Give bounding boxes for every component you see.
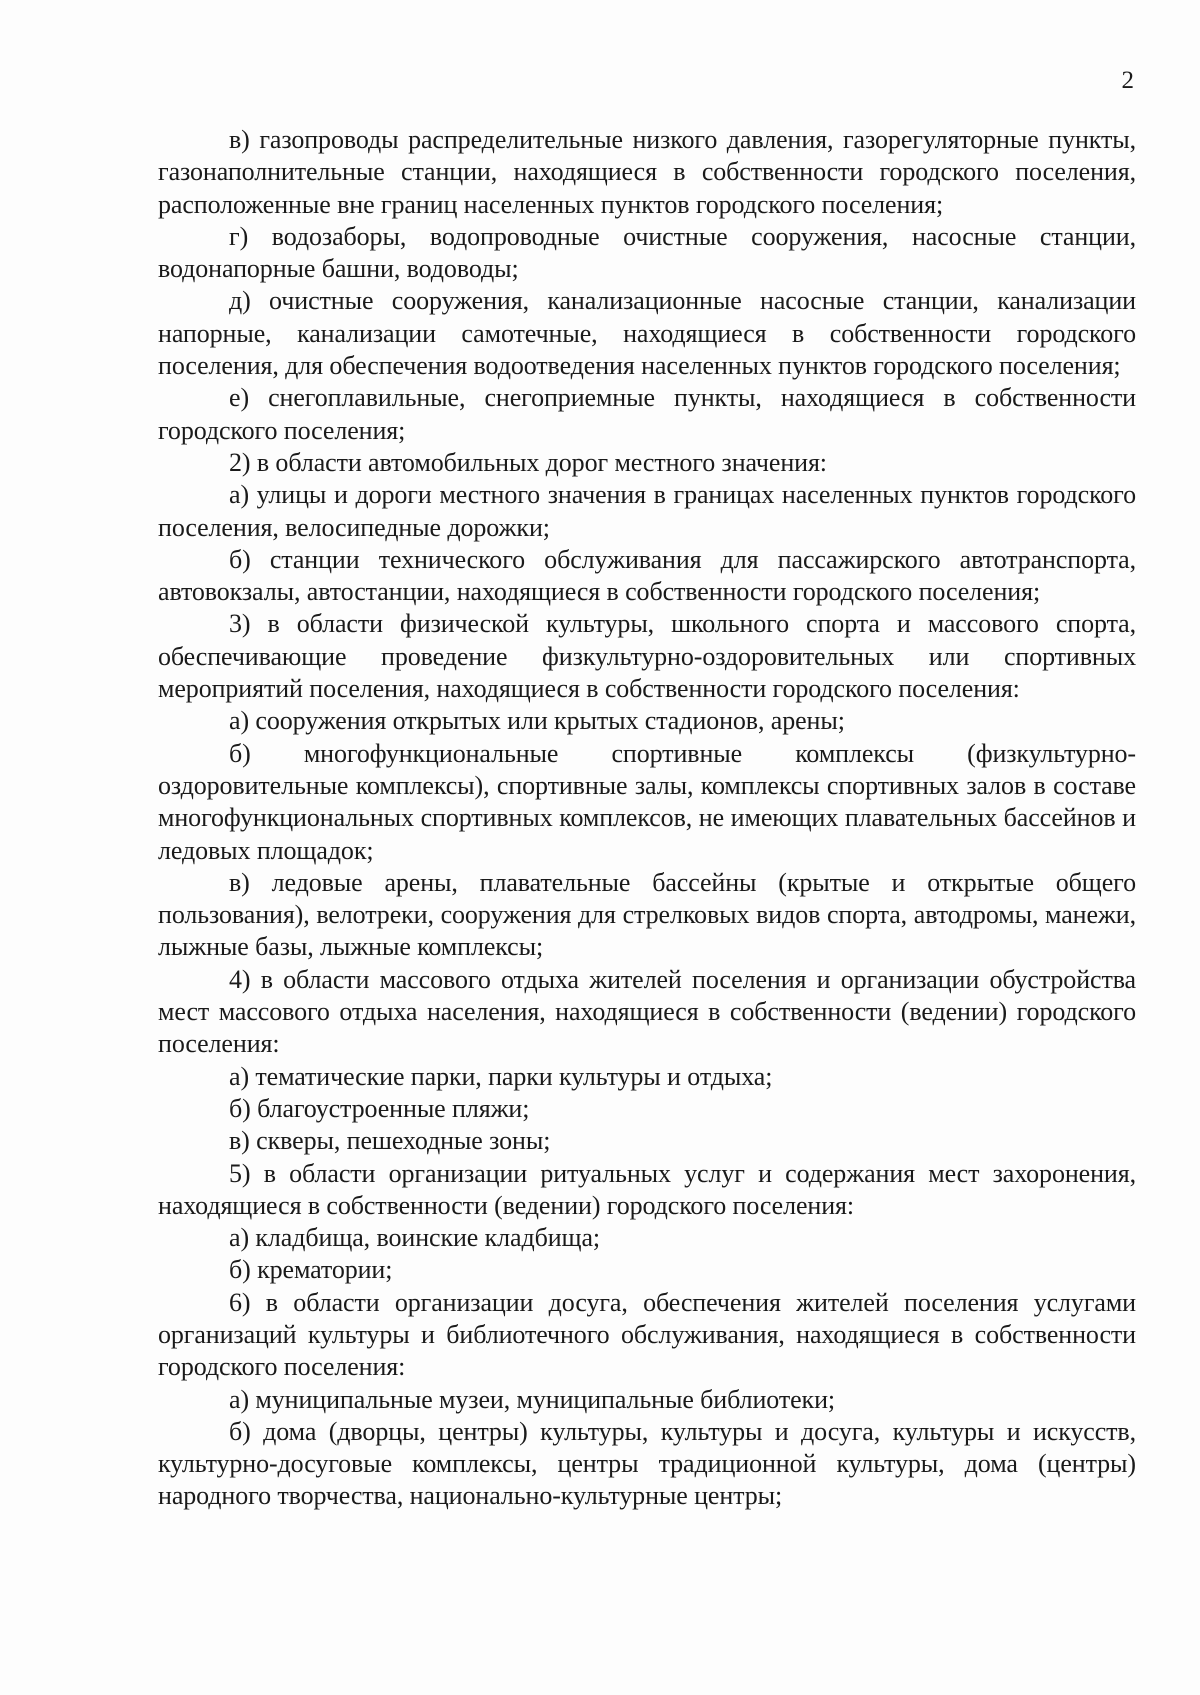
paragraph-b-sport-complexes: б) многофункциональные спортивные комплексы (физкультурно-оздоровительные комплексы), спортивные залы, комплексы спортивных залов в составе многофункциональных спортивных комплексов, не имеющих плавательных бассейнов и ледовых площадок; [158,738,1136,865]
document-body [158,124,1136,1513]
paragraph-d-treatment-facilities: д) очистные сооружения, канализационные насосные станции, канализации напорные, канализации самотечные, находящиеся в собственности городского поселения, для обеспечения водоотведения населенных пунктов городского поселения; [158,286,1136,381]
paragraph-5-ritual-services: 5) в области организации ритуальных услуг и содержания мест захоронения, находящиеся в собственности (ведении) городского поселения: [158,1158,1136,1220]
paragraph-a-stadiums: а) сооружения открытых или крытых стадионов, арены; [229,706,845,736]
paragraph-4-recreation: 4) в области массового отдыха жителей поселения и организации обустройства мест массового отдыха населения, находящиеся в собственности (ведении) городского поселения: [158,964,1136,1059]
paragraph-a-museums: а) муниципальные музеи, муниципальные библиотеки; [229,1384,836,1414]
paragraph-3-sport: 3) в области физической культуры, школьного спорта и массового спорта, обеспечивающие проведение физкультурно-оздоровительных или спортивных мероприятий поселения, находящиеся в собственности городского поселения: [158,609,1136,704]
paragraph-v-squares: в) скверы, пешеходные зоны; [229,1126,551,1156]
paragraph-b-culture-houses: б) дома (дворцы, центры) культуры, культуры и досуга, культуры и искусств, культурно-досуговые комплексы, центры традиционной культуры, дома (центры) народного творчества, национально-культурные центры; [158,1416,1136,1511]
paragraph-b-crematoriums: б) крематории; [229,1255,393,1285]
paragraph-6-leisure: 6) в области организации досуга, обеспечения жителей поселения услугами организаций культуры и библиотечного обслуживания, находящиеся в собственности городского поселения: [158,1287,1136,1382]
paragraph-g-water-intakes: г) водозаборы, водопроводные очистные сооружения, насосные станции, водонапорные башни, водоводы; [158,221,1136,284]
paragraph-v-ice-arenas: в) ледовые арены, плавательные бассейны (крытые и открытые общего пользования), велотреки, сооружения для стрелковых видов спорта, автодромы, манежи, лыжные базы, лыжные комплексы; [158,867,1136,962]
paragraph-a-cemeteries: а) кладбища, воинские кладбища; [229,1223,601,1253]
paragraph-b-beaches: б) благоустроенные пляжи; [229,1093,530,1123]
paragraph-a-parks: а) тематические парки, парки культуры и отдыха; [229,1061,773,1091]
paragraph-b-service-stations: б) станции технического обслуживания для пассажирского автотранспорта, автовокзалы, автостанции, находящиеся в собственности городского поселения; [158,544,1136,607]
paragraph-2-roads: 2) в области автомобильных дорог местного значения: [229,447,827,477]
paragraph-v-gas-pipelines: в) газопроводы распределительные низкого давления, газорегуляторные пункты, газонаполнительные станции, находящиеся в собственности городского поселения, расположенные вне границ населенных пунктов городского поселения; [158,125,1136,219]
page-number: 2 [1121,67,1134,94]
paragraph-a-streets: а) улицы и дороги местного значения в границах населенных пунктов городского поселения, велосипедные дорожки; [158,480,1136,542]
paragraph-e-snow-melting: е) снегоплавильные, снегоприемные пункты, находящиеся в собственности городского поселения; [158,383,1136,445]
